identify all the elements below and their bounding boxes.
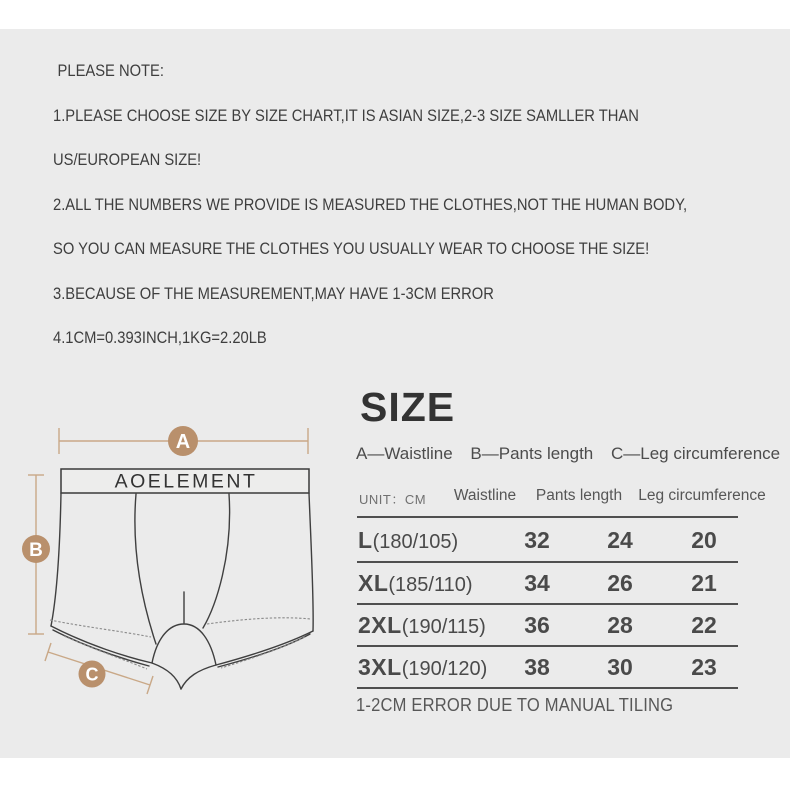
size-spec: (180/105) xyxy=(372,530,459,553)
leg-circumference-value: 21 xyxy=(691,569,717,596)
note-line-2: 2.ALL THE NUMBERS WE PROVIDE IS MEASURED THE CLOTHES,NOT THE HUMAN BODY, xyxy=(53,195,688,214)
marker-c xyxy=(79,661,106,688)
note-line-1: 1.PLEASE CHOOSE SIZE BY SIZE CHART,IT IS ASIAN SIZE,2-3 SIZE SAMLLER THAN xyxy=(53,106,639,125)
notes-heading: PLEASE NOTE: xyxy=(57,62,164,80)
waistline-value: 34 xyxy=(524,569,550,596)
table-row xyxy=(357,523,738,557)
table-line xyxy=(357,645,738,647)
size-spec: (190/115) xyxy=(401,615,486,638)
column-header-leg-circumference: Leg circumference xyxy=(638,487,766,504)
table-row xyxy=(357,608,738,642)
brand-label: AOELEMENT xyxy=(114,470,258,493)
note-line-1b: US/EUROPEAN SIZE! xyxy=(53,151,202,170)
pants-length-value: 26 xyxy=(607,569,633,596)
size-code: 3XL xyxy=(358,653,402,680)
pants-length-value: 30 xyxy=(607,653,633,680)
leg-circumference-value: 23 xyxy=(691,653,717,680)
leg-circumference-value: 22 xyxy=(691,611,717,638)
size-code: XL xyxy=(358,569,389,596)
note-line-3: 3.BECAUSE OF THE MEASUREMENT,MAY HAVE 1-3CM ERROR xyxy=(53,284,494,303)
notes-section xyxy=(53,49,745,361)
note-line-4: 4.1CM=0.393INCH,1KG=2.20LB xyxy=(53,329,267,348)
table-line xyxy=(357,516,738,518)
pants-length-value: 24 xyxy=(607,526,633,553)
marker-c-letter: C xyxy=(85,664,99,685)
marker-b xyxy=(22,535,50,563)
unit-label: UNIT：CM xyxy=(359,492,427,507)
column-header-waistline: Waistline xyxy=(453,487,517,504)
size-label xyxy=(358,570,473,597)
size-code: L xyxy=(358,526,373,553)
leg-circumference-value: 20 xyxy=(691,526,717,553)
size-label xyxy=(358,527,458,554)
table-line xyxy=(357,687,738,689)
note-line-2b: SO YOU CAN MEASURE THE CLOTHES YOU USUALLY WEAR TO CHOOSE THE SIZE! xyxy=(53,240,650,259)
measurement-lines xyxy=(28,428,308,694)
boxer-outline xyxy=(51,493,313,689)
waistline-value: 38 xyxy=(524,653,550,680)
table-line xyxy=(357,561,738,563)
marker-b-letter: B xyxy=(29,540,43,561)
size-section-title: SIZE xyxy=(360,384,456,430)
measurement-legend xyxy=(356,444,780,464)
size-spec: (185/110) xyxy=(388,573,473,596)
pants-length-value: 28 xyxy=(607,611,633,638)
size-label xyxy=(358,654,487,681)
table-footnote: 1-2CM ERROR DUE TO MANUAL TILING xyxy=(356,695,674,715)
column-header-pants-length: Pants length xyxy=(535,487,623,504)
table-row xyxy=(357,650,738,684)
table-row xyxy=(357,566,738,600)
boxer-measurement-diagram xyxy=(10,400,340,710)
legend-pants-length: B—Pants length xyxy=(470,444,594,463)
size-label xyxy=(358,612,486,639)
marker-a-letter: A xyxy=(175,431,191,453)
legend-waistline: A—Waistline xyxy=(356,444,453,463)
size-spec: (190/120) xyxy=(401,657,488,680)
waistline-value: 32 xyxy=(524,526,550,553)
waistline-value: 36 xyxy=(524,611,550,638)
legend-leg-circumference: C—Leg circumference xyxy=(611,444,781,463)
marker-a xyxy=(168,426,198,456)
table-line xyxy=(357,603,738,605)
size-code: 2XL xyxy=(358,611,402,638)
